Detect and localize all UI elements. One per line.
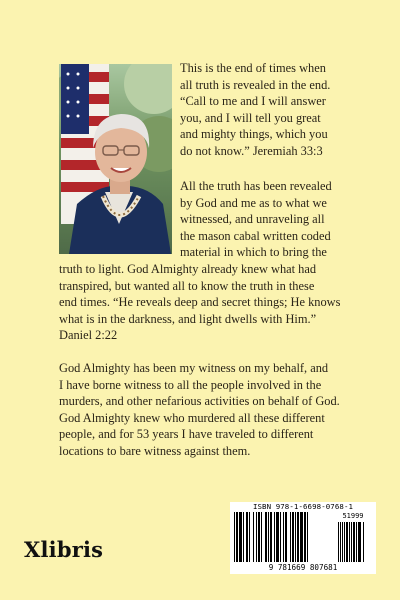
witness-paragraph <box>59 360 371 460</box>
text-line: by God and me as to what we <box>180 195 327 210</box>
author-portrait-icon <box>59 64 172 254</box>
text-line: all truth is revealed in the end. <box>180 77 331 92</box>
text-line: end times. “He reveals deep and secret things; He knows <box>59 295 341 310</box>
text-line: God Almighty knew who murdered all these different <box>59 410 325 425</box>
publisher-logo: Xlibris <box>24 537 104 562</box>
intro-paragraph <box>180 60 370 160</box>
text-line: witnessed, and unraveling all <box>180 212 325 227</box>
text-line: what is in the darkness, and light dwells with Him.” <box>59 311 317 326</box>
text-line: do not know.” Jeremiah 33:3 <box>180 143 323 158</box>
isbn-label: ISBN 978-1-6698-0768-1 <box>252 502 354 511</box>
ean-digits: 9 781669 807681 <box>268 563 338 572</box>
text-line: locations to bare witness against them. <box>59 443 251 458</box>
truth-paragraph-top <box>180 178 370 261</box>
text-line: material in which to bring the <box>180 245 327 260</box>
text-line: “Call to me and I will answer <box>180 94 326 109</box>
text-line: people, and for 53 years I have traveled to different <box>59 427 314 442</box>
text-line: you, and I will tell you great <box>180 110 321 125</box>
text-line: Daniel 2:22 <box>59 328 118 343</box>
text-line: murders, and other nefarious activities on behalf of God. <box>59 394 340 409</box>
text-line: and mighty things, which you <box>180 127 328 142</box>
text-line: the mason cabal written coded <box>180 228 331 243</box>
text-line: transpired, but wanted all to know the truth in these <box>59 278 315 293</box>
text-line: God Almighty has been my witness on my behalf, and <box>59 361 329 375</box>
text-line: I have borne witness to all the people involved in the <box>59 377 322 392</box>
truth-paragraph-bottom <box>59 261 371 344</box>
text-line: All the truth has been revealed <box>180 179 332 193</box>
price-addon: 51999 <box>342 512 364 520</box>
text-line: This is the end of times when <box>180 61 326 75</box>
text-line: truth to light. God Almighty already knew what had <box>59 262 317 276</box>
author-photo <box>59 64 172 254</box>
